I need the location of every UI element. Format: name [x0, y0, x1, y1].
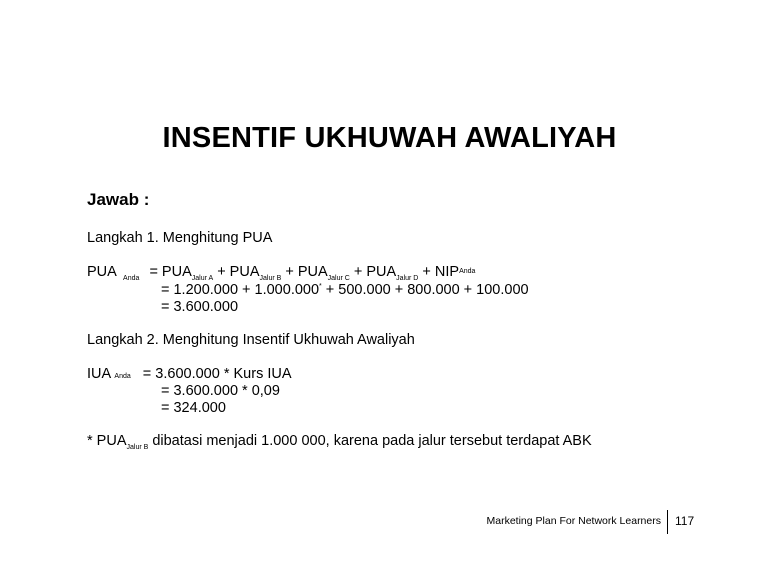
- jalur-c-subscript: Jalur C: [327, 275, 350, 282]
- jalur-b-subscript: Jalur B: [259, 275, 282, 282]
- footnote: [87, 433, 592, 452]
- pua-label: PUA: [87, 264, 117, 280]
- iua-calc-line-1: = 3.600.000 * 0,09: [161, 383, 280, 399]
- step-2-heading: Langkah 2. Menghitung Insentif Ukhuwah Awaliyah: [87, 332, 415, 348]
- iua-expression: = 3.600.000 * Kurs IUA: [142, 366, 292, 382]
- pua-plus-c: + PUA: [285, 264, 328, 280]
- step-1-heading: Langkah 1. Menghitung PUA: [87, 230, 273, 246]
- footnote-prefix: * PUA: [87, 433, 127, 449]
- answer-heading: Jawab :: [87, 190, 150, 209]
- pua-plus-b: + PUA: [217, 264, 260, 280]
- page-title: INSENTIF UKHUWAH AWALIYAH: [162, 122, 617, 154]
- pua-formula: [87, 264, 475, 283]
- page-number: 117: [675, 514, 695, 528]
- iua-label: IUA: [87, 366, 111, 382]
- pua-eq-a: = PUA: [149, 264, 192, 280]
- jalur-a-subscript: Jalur A: [191, 275, 214, 282]
- jalur-d-subscript: Jalur D: [396, 275, 419, 282]
- iua-anda-subscript: Anda: [114, 373, 131, 380]
- nip-anda-subscript: Anda: [459, 268, 476, 275]
- footer-divider: [667, 510, 668, 534]
- iua-calc-line-2: = 324.000: [161, 400, 226, 416]
- pua-calc-values-rest: + 500.000 + 800.000 + 100.000: [321, 282, 529, 298]
- pua-calc-values: = 1.200.000 + 1.000.000: [161, 282, 320, 298]
- pua-plus-nip: + NIP: [422, 264, 460, 280]
- pua-calc-line-2: = 3.600.000: [161, 299, 239, 315]
- footer-text: Marketing Plan For Network Learners: [486, 515, 661, 527]
- pua-anda-subscript: Anda: [123, 275, 140, 282]
- calc-asterisk: *: [319, 283, 322, 290]
- pua-plus-d: + PUA: [353, 264, 397, 280]
- footnote-text: dibatasi menjadi 1.000 000, karena pada jalur tersebut terdapat ABK: [148, 433, 592, 449]
- footnote-jalur-b-subscript: Jalur B: [126, 444, 149, 451]
